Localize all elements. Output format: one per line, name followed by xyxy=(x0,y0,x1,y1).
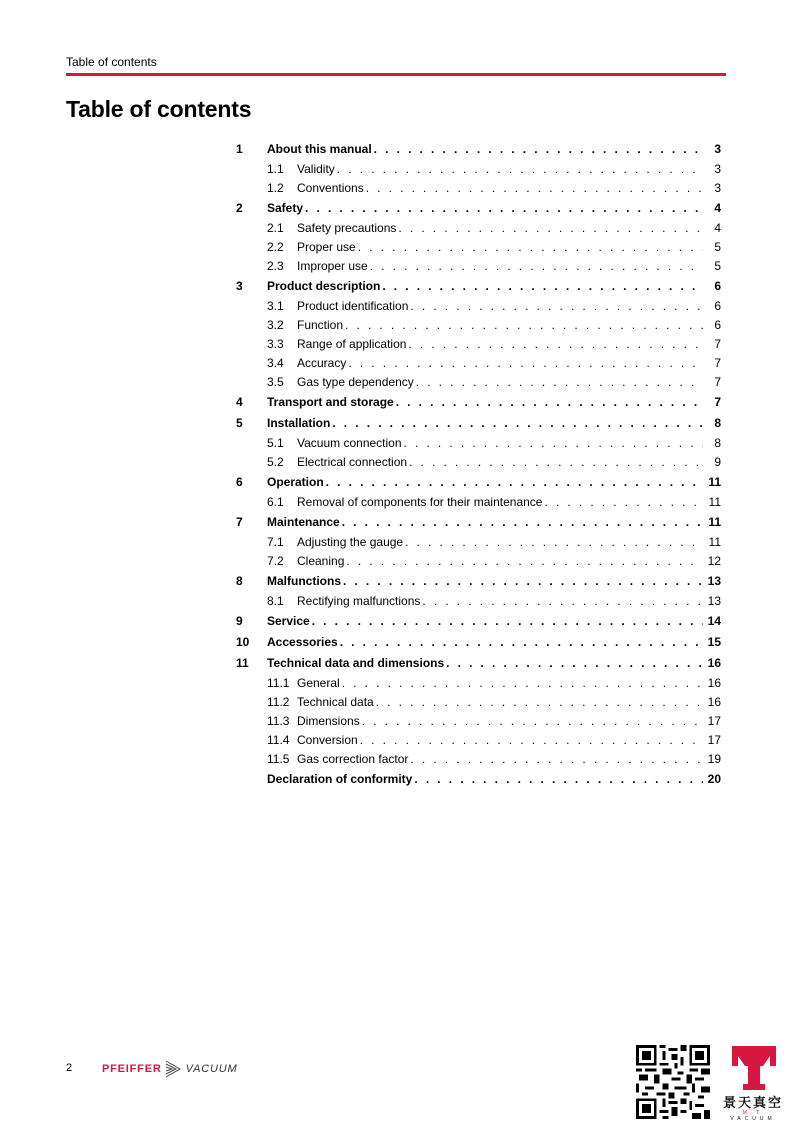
toc-chapter-entry[interactable] xyxy=(236,634,721,655)
toc-entry-number: 5.2 xyxy=(267,455,284,469)
toc-entry-page: 19 xyxy=(707,752,721,766)
mt-vacuum-logo xyxy=(718,1044,788,1120)
toc-entry-number: 3.5 xyxy=(267,375,284,389)
toc-entry-page: 7 xyxy=(714,356,721,370)
toc-section-entry[interactable] xyxy=(236,554,721,573)
toc-entry-number: 6.1 xyxy=(267,495,284,509)
toc-entry-title: Improper use xyxy=(297,259,368,273)
toc-entry-page: 12 xyxy=(707,554,721,568)
toc-entry-title: Dimensions xyxy=(297,714,360,728)
toc-entry-title: Adjusting the gauge xyxy=(297,535,404,549)
toc-dot-leader xyxy=(410,752,703,766)
toc-chapter-entry[interactable] xyxy=(236,655,721,676)
toc-entry-title: About this manual xyxy=(267,142,372,156)
toc-entry-page: 11 xyxy=(708,475,721,489)
toc-chapter-entry[interactable] xyxy=(236,771,721,792)
toc-dot-leader xyxy=(312,614,703,628)
toc-entry-page: 5 xyxy=(714,240,721,254)
toc-entry-number: 3.4 xyxy=(267,356,284,370)
toc-chapter-entry[interactable] xyxy=(236,415,721,436)
toc-dot-leader xyxy=(332,416,703,430)
toc-entry-title: Electrical connection xyxy=(297,455,408,469)
toc-dot-leader xyxy=(342,676,703,690)
toc-chapter-entry[interactable] xyxy=(236,200,721,221)
toc-dot-leader xyxy=(376,695,703,709)
toc-entry-page: 4 xyxy=(714,221,721,235)
toc-entry-title: Cleaning xyxy=(297,554,345,568)
toc-entry-number: 6 xyxy=(236,475,243,489)
toc-entry-title: Declaration of conformity xyxy=(267,772,413,786)
toc-chapter-entry[interactable] xyxy=(236,141,721,162)
toc-entry-page: 3 xyxy=(714,142,721,156)
toc-dot-leader xyxy=(358,240,703,254)
toc-entry-number: 3.2 xyxy=(267,318,284,332)
toc-entry-page: 3 xyxy=(714,181,721,195)
toc-entry-number: 11.3 xyxy=(267,714,290,728)
toc-entry-number: 10 xyxy=(236,635,250,649)
toc-entry-page: 7 xyxy=(714,375,721,389)
toc-entry-title: Gas type dependency xyxy=(297,375,414,389)
toc-section-entry[interactable] xyxy=(236,733,721,752)
toc-section-entry[interactable] xyxy=(236,695,721,714)
toc-entry-number: 2.2 xyxy=(267,240,284,254)
toc-entry-number: 3.1 xyxy=(267,299,284,313)
toc-entry-title: Technical data and dimensions xyxy=(267,656,445,670)
toc-entry-title: General xyxy=(297,676,340,690)
toc-entry-title: Service xyxy=(267,614,310,628)
toc-entry-number: 3 xyxy=(236,279,243,293)
toc-entry-number: 11 xyxy=(236,656,249,670)
toc-dot-leader xyxy=(396,395,703,409)
toc-entry-page: 11 xyxy=(708,495,721,509)
toc-entry-title: Maintenance xyxy=(267,515,340,529)
running-header: Table of contents xyxy=(66,55,157,69)
toc-entry-title: Proper use xyxy=(297,240,356,254)
toc-chapter-entry[interactable] xyxy=(236,474,721,495)
table-of-contents xyxy=(236,141,721,792)
toc-section-entry[interactable] xyxy=(236,714,721,733)
toc-dot-leader xyxy=(366,181,703,195)
toc-entry-title: Conventions xyxy=(297,181,364,195)
partner-name-cn: 景天真空 xyxy=(722,1095,783,1110)
toc-section-entry[interactable] xyxy=(236,676,721,695)
toc-section-entry[interactable] xyxy=(236,221,721,240)
toc-entry-number: 11.5 xyxy=(267,752,290,766)
brand-arrow-icon xyxy=(164,1058,184,1080)
toc-dot-leader xyxy=(340,635,703,649)
toc-entry-page: 16 xyxy=(707,656,721,670)
toc-entry-page: 8 xyxy=(714,436,721,450)
qr-code-icon xyxy=(636,1045,710,1119)
toc-entry-page: 4 xyxy=(714,201,721,215)
toc-section-entry[interactable] xyxy=(236,356,721,375)
toc-entry-page: 6 xyxy=(714,299,721,313)
toc-entry-number: 11.1 xyxy=(267,676,290,690)
toc-section-entry[interactable] xyxy=(236,594,721,613)
toc-entry-page: 6 xyxy=(714,318,721,332)
toc-dot-leader xyxy=(422,594,703,608)
toc-dot-leader xyxy=(414,772,703,786)
brand-name-part1: PFEIFFER xyxy=(102,1063,162,1075)
toc-chapter-entry[interactable] xyxy=(236,613,721,634)
toc-entry-title: Transport and storage xyxy=(267,395,394,409)
toc-entry-number: 2.3 xyxy=(267,259,284,273)
toc-dot-leader xyxy=(342,515,703,529)
toc-entry-number: 3.3 xyxy=(267,337,284,351)
toc-entry-page: 13 xyxy=(707,594,721,608)
toc-section-entry[interactable] xyxy=(236,455,721,474)
toc-entry-number: 2 xyxy=(236,201,243,215)
toc-entry-page: 11 xyxy=(708,535,721,549)
toc-entry-title: Product description xyxy=(267,279,381,293)
page-title: Table of contents xyxy=(66,96,252,122)
toc-entry-page: 16 xyxy=(707,695,721,709)
toc-entry-title: Technical data xyxy=(297,695,374,709)
toc-entry-title: Function xyxy=(297,318,344,332)
toc-entry-page: 17 xyxy=(707,733,721,747)
toc-section-entry[interactable] xyxy=(236,240,721,259)
toc-section-entry[interactable] xyxy=(236,375,721,394)
toc-dot-leader xyxy=(416,375,703,389)
toc-dot-leader xyxy=(374,142,703,156)
toc-dot-leader xyxy=(345,318,703,332)
toc-section-entry[interactable] xyxy=(236,337,721,356)
toc-section-entry[interactable] xyxy=(236,162,721,181)
toc-chapter-entry[interactable] xyxy=(236,573,721,594)
toc-dot-leader xyxy=(404,436,703,450)
toc-section-entry[interactable] xyxy=(236,752,721,771)
toc-section-entry[interactable] xyxy=(236,299,721,318)
toc-entry-page: 11 xyxy=(708,515,721,529)
toc-chapter-entry[interactable] xyxy=(236,278,721,299)
toc-section-entry[interactable] xyxy=(236,436,721,455)
toc-dot-leader xyxy=(446,656,703,670)
toc-section-entry[interactable] xyxy=(236,535,721,554)
toc-dot-leader xyxy=(362,714,703,728)
toc-dot-leader xyxy=(382,279,703,293)
toc-entry-title: Product identification xyxy=(297,299,409,313)
toc-entry-page: 17 xyxy=(707,714,721,728)
toc-entry-number: 2.1 xyxy=(267,221,284,235)
toc-dot-leader xyxy=(410,299,703,313)
toc-entry-number: 8 xyxy=(236,574,243,588)
toc-entry-title: Safety xyxy=(267,201,304,215)
toc-entry-title: Safety precautions xyxy=(297,221,397,235)
toc-entry-page: 5 xyxy=(714,259,721,273)
toc-entry-title: Operation xyxy=(267,475,324,489)
toc-dot-leader xyxy=(305,201,703,215)
toc-dot-leader xyxy=(544,495,703,509)
toc-entry-number: 5 xyxy=(236,416,243,430)
toc-chapter-entry[interactable] xyxy=(236,514,721,535)
header-rule xyxy=(66,73,726,76)
toc-entry-number: 9 xyxy=(236,614,243,628)
toc-dot-leader xyxy=(346,554,703,568)
toc-entry-title: Accuracy xyxy=(297,356,347,370)
toc-dot-leader xyxy=(360,733,703,747)
pfeiffer-vacuum-logo xyxy=(102,1057,237,1081)
toc-entry-number: 7.1 xyxy=(267,535,284,549)
toc-entry-page: 7 xyxy=(714,395,721,409)
toc-dot-leader xyxy=(408,337,703,351)
toc-entry-page: 9 xyxy=(714,455,721,469)
toc-entry-number: 7.2 xyxy=(267,554,284,568)
toc-dot-leader xyxy=(343,574,703,588)
toc-section-entry[interactable] xyxy=(236,181,721,200)
toc-entry-title: Gas correction factor xyxy=(297,752,409,766)
toc-entry-title: Rectifying malfunctions xyxy=(297,594,421,608)
toc-entry-number: 8.1 xyxy=(267,594,284,608)
toc-dot-leader xyxy=(409,455,703,469)
brand-name-part2: VACUUM xyxy=(185,1063,238,1075)
mt-logo-mark xyxy=(730,1044,778,1092)
toc-entry-title: Accessories xyxy=(267,635,338,649)
toc-dot-leader xyxy=(348,356,703,370)
toc-dot-leader xyxy=(405,535,703,549)
toc-entry-page: 6 xyxy=(714,279,721,293)
toc-entry-title: Conversion xyxy=(297,733,358,747)
toc-entry-page: 16 xyxy=(707,676,721,690)
toc-entry-page: 13 xyxy=(707,574,721,588)
toc-dot-leader xyxy=(370,259,703,273)
toc-dot-leader xyxy=(326,475,703,489)
toc-entry-number: 1 xyxy=(236,142,243,156)
toc-section-entry[interactable] xyxy=(236,259,721,278)
toc-entry-title: Malfunctions xyxy=(267,574,341,588)
page-number: 2 xyxy=(66,1062,73,1074)
toc-entry-number: 4 xyxy=(236,395,243,409)
toc-entry-title: Vacuum connection xyxy=(297,436,402,450)
toc-chapter-entry[interactable] xyxy=(236,394,721,415)
toc-entry-title: Range of application xyxy=(297,337,407,351)
toc-entry-title: Removal of components for their maintenance xyxy=(297,495,543,509)
toc-entry-number: 11.2 xyxy=(267,695,290,709)
toc-dot-leader xyxy=(398,221,703,235)
toc-entry-number: 1.2 xyxy=(267,181,284,195)
toc-entry-page: 20 xyxy=(707,772,721,786)
toc-dot-leader xyxy=(337,162,703,176)
toc-section-entry[interactable] xyxy=(236,318,721,337)
toc-entry-page: 8 xyxy=(714,416,721,430)
toc-section-entry[interactable] xyxy=(236,495,721,514)
toc-entry-number: 11.4 xyxy=(267,733,290,747)
toc-entry-title: Validity xyxy=(297,162,335,176)
toc-entry-page: 14 xyxy=(707,614,721,628)
toc-entry-number: 1.1 xyxy=(267,162,284,176)
toc-entry-page: 15 xyxy=(707,635,721,649)
toc-entry-number: 5.1 xyxy=(267,436,284,450)
toc-entry-title: Installation xyxy=(267,416,331,430)
toc-entry-number: 7 xyxy=(236,515,243,529)
partner-name-en: M T VACUUM xyxy=(730,1110,776,1122)
toc-entry-page: 3 xyxy=(714,162,721,176)
toc-entry-page: 7 xyxy=(714,337,721,351)
